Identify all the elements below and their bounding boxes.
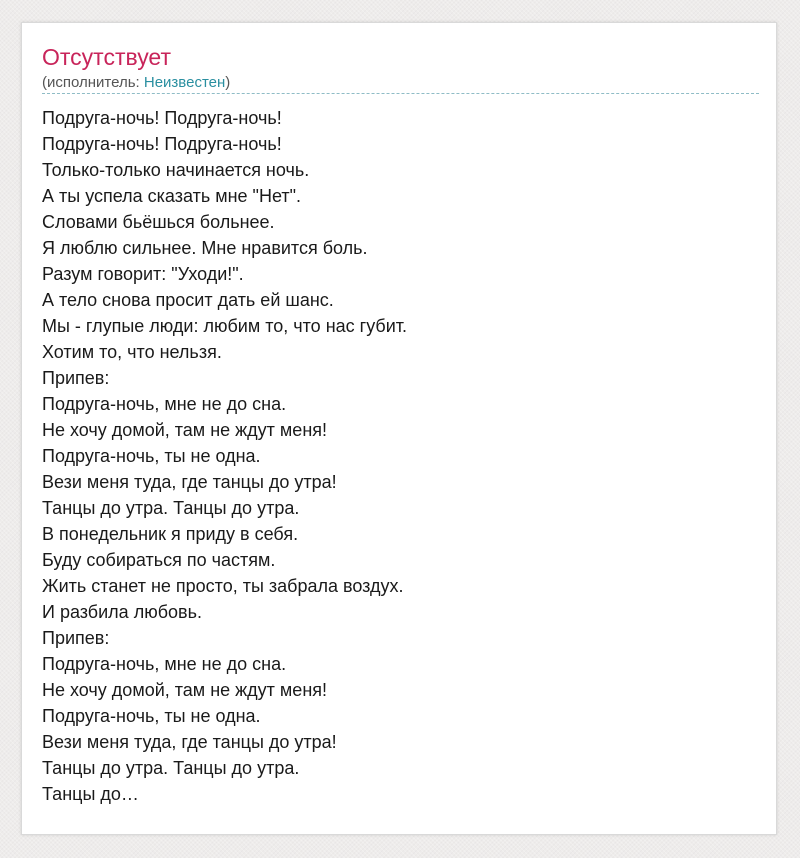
lyric-line: Танцы до… bbox=[42, 784, 139, 804]
lyric-line: Подруга-ночь! Подруга-ночь! bbox=[42, 108, 282, 128]
performer-link[interactable]: Неизвестен bbox=[143, 74, 226, 91]
lyric-line: Танцы до утра. Танцы до утра. bbox=[42, 498, 300, 518]
lyric-line: В понедельник я приду в себя. bbox=[42, 524, 299, 544]
lyric-line: Только-только начинается ночь. bbox=[42, 160, 310, 180]
lyric-line: Подруга-ночь, мне не до сна. bbox=[42, 654, 287, 674]
lyric-line: А тело снова просит дать ей шанс. bbox=[42, 290, 334, 310]
lyric-line: Припев: bbox=[42, 368, 110, 388]
lyric-line: Вези меня туда, где танцы до утра! bbox=[42, 732, 337, 752]
lyric-line: Не хочу домой, там не ждут меня! bbox=[42, 680, 328, 700]
song-title: Отсутствует bbox=[42, 44, 171, 70]
lyrics-text bbox=[42, 105, 407, 807]
lyric-line: Подруга-ночь! Подруга-ночь! bbox=[42, 134, 282, 154]
lyric-line: Подруга-ночь, мне не до сна. bbox=[42, 394, 287, 414]
lyric-line: Разум говорит: "Уходи!". bbox=[42, 264, 244, 284]
lyric-line: Хотим то, что нельзя. bbox=[42, 342, 222, 362]
lyrics-card bbox=[21, 22, 777, 835]
lyric-line: Мы - глупые люди: любим то, что нас губит. bbox=[42, 316, 408, 336]
lyric-line: Подруга-ночь, ты не одна. bbox=[42, 446, 261, 466]
lyric-line: Не хочу домой, там не ждут меня! bbox=[42, 420, 328, 440]
dashed-divider bbox=[42, 93, 759, 94]
lyric-line: Припев: bbox=[42, 628, 110, 648]
performer-close: ) bbox=[225, 74, 231, 91]
lyric-line: Жить станет не просто, ты забрала воздух. bbox=[42, 576, 404, 596]
lyric-line: И разбила любовь. bbox=[42, 602, 202, 622]
performer-line bbox=[42, 74, 230, 92]
lyric-line: Буду собираться по частям. bbox=[42, 550, 276, 570]
lyric-line: Танцы до утра. Танцы до утра. bbox=[42, 758, 300, 778]
lyric-line: Вези меня туда, где танцы до утра! bbox=[42, 472, 337, 492]
lyric-line: Словами бьёшься больнее. bbox=[42, 212, 275, 232]
lyric-line: А ты успела сказать мне "Нет". bbox=[42, 186, 301, 206]
lyric-line: Подруга-ночь, ты не одна. bbox=[42, 706, 261, 726]
performer-label: (исполнитель: bbox=[42, 74, 144, 91]
lyric-line: Я люблю сильнее. Мне нравится боль. bbox=[42, 238, 368, 258]
